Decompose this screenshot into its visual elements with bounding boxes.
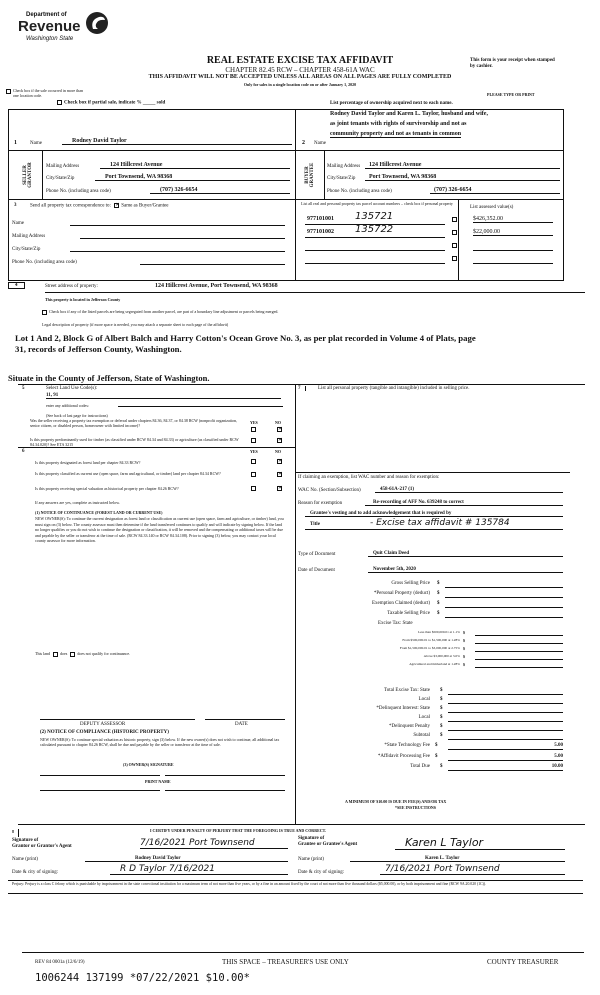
- tax-city-field[interactable]: [70, 246, 285, 252]
- taxable-price-field[interactable]: [445, 611, 563, 618]
- exemption-yes-checkbox[interactable]: [251, 427, 256, 432]
- parcel-row: 977101002 135722 $22,000.00: [305, 226, 565, 238]
- exemption-claimed-field[interactable]: [445, 601, 563, 608]
- buyer-city-field[interactable]: Port Townsend, WA 98368: [365, 174, 560, 181]
- gross-price-field[interactable]: [445, 581, 563, 588]
- qualifies-checkbox[interactable]: [53, 652, 58, 657]
- legal-description: Lot 1 And 2, Block G of Albert Balch and Harry Cotton's Ocean Grove No. 3, as per plat recorded in Volume 4 of Plats, page: [15, 333, 476, 343]
- tax-name-field[interactable]: [70, 220, 285, 226]
- buyer-address-field[interactable]: 124 Hillcrest Avenue: [365, 162, 560, 169]
- document-date-field[interactable]: November 5th, 2020: [368, 567, 563, 573]
- buyer-name-field[interactable]: community property and not as tenants in common: [330, 131, 462, 137]
- seller-city-field[interactable]: Port Townsend, WA 98368: [95, 174, 290, 181]
- form-title: REAL ESTATE EXCISE TAX AFFIDAVIT: [206, 55, 394, 66]
- grantee-date-city-field[interactable]: 7/16/2021 Port Townsend: [380, 864, 565, 875]
- exemption-no-checkbox[interactable]: ✕: [278, 427, 283, 432]
- grantee-signature-field[interactable]: Karen L Taylor: [395, 836, 565, 850]
- document-type-field[interactable]: Quit Claim Deed: [368, 551, 563, 557]
- land-use-code-field[interactable]: 11, 91: [46, 393, 281, 399]
- same-as-buyer-checkbox[interactable]: ✕: [115, 203, 120, 208]
- seller-name-field[interactable]: Rodney David Taylor: [62, 138, 292, 145]
- multi-location-checkbox[interactable]: Check box if the sale occurred in more than one location code.: [4, 88, 83, 98]
- exemption-reason-field[interactable]: Re-recording of AFF No. 639248 to correct: [365, 500, 563, 506]
- additional-codes-field[interactable]: [118, 402, 283, 407]
- personal-property-checkbox[interactable]: [452, 230, 457, 235]
- partial-sale-checkbox[interactable]: Check box if partial sale, indicate % _____ sold: [55, 100, 165, 106]
- interest-state-field[interactable]: [448, 706, 563, 713]
- processing-fee-field[interactable]: 5.00: [448, 754, 563, 761]
- total-excise-local-field[interactable]: [448, 697, 563, 704]
- dor-logo: Department of Revenue Washington State: [14, 12, 104, 54]
- personal-property-checkbox[interactable]: [452, 217, 457, 222]
- grantor-date-city-field[interactable]: R D Taylor 7/16/2021: [110, 864, 288, 875]
- timber-yes-checkbox[interactable]: [251, 438, 256, 443]
- historic-yes-checkbox[interactable]: [251, 486, 256, 491]
- personal-property-checkbox[interactable]: [452, 243, 457, 248]
- segregated-checkbox[interactable]: Check box if any of the listed parcels are being segregated from another parcel, are part of a boundary line adjustment or parcels being merged.: [40, 309, 278, 315]
- current-use-yes-checkbox[interactable]: [251, 472, 256, 477]
- wac-number-field[interactable]: 458-61A-217 (1): [375, 487, 563, 493]
- buyer-phone-field[interactable]: (707) 326-6654: [430, 187, 560, 194]
- timber-no-checkbox[interactable]: ✕: [278, 438, 283, 443]
- current-use-no-checkbox[interactable]: ✕: [278, 472, 283, 477]
- not-qualifies-checkbox[interactable]: [70, 652, 75, 657]
- subtotal-field[interactable]: [448, 733, 563, 740]
- historic-no-checkbox[interactable]: ✕: [278, 486, 283, 491]
- parcel-row: 977101001 135721 $426,352.00: [305, 213, 565, 225]
- technology-fee-field[interactable]: 5.00: [448, 743, 563, 750]
- personal-property-field[interactable]: [445, 591, 563, 598]
- total-excise-state-field[interactable]: [448, 688, 563, 695]
- seller-phone-field[interactable]: (707) 326-6654: [150, 187, 290, 194]
- grantee-name-field[interactable]: Karen L. Taylor: [350, 856, 565, 862]
- grantor-signature-field[interactable]: 7/16/2021 Port Townsend: [140, 838, 288, 849]
- forest-yes-checkbox[interactable]: [251, 459, 256, 464]
- tax-phone-field[interactable]: [140, 259, 285, 265]
- property-address-field[interactable]: 124 Hillcrest Avenue, Port Townsend, WA 98368: [155, 283, 278, 289]
- tax-address-field[interactable]: [80, 233, 285, 239]
- interest-local-field[interactable]: [448, 715, 563, 722]
- penalty-field[interactable]: [448, 724, 563, 731]
- logo-swoosh-icon: [84, 10, 110, 36]
- treasurer-stamp: 1006244 137199 *07/22/2021 $10.00*: [35, 972, 250, 984]
- forest-no-checkbox[interactable]: ✕: [278, 459, 283, 464]
- seller-address-field[interactable]: 124 Hillcrest Avenue: [100, 162, 290, 169]
- personal-property-checkbox[interactable]: [452, 256, 457, 261]
- total-due-field[interactable]: 10.00: [448, 764, 563, 771]
- grantor-name-field[interactable]: Rodney David Taylor: [85, 856, 288, 862]
